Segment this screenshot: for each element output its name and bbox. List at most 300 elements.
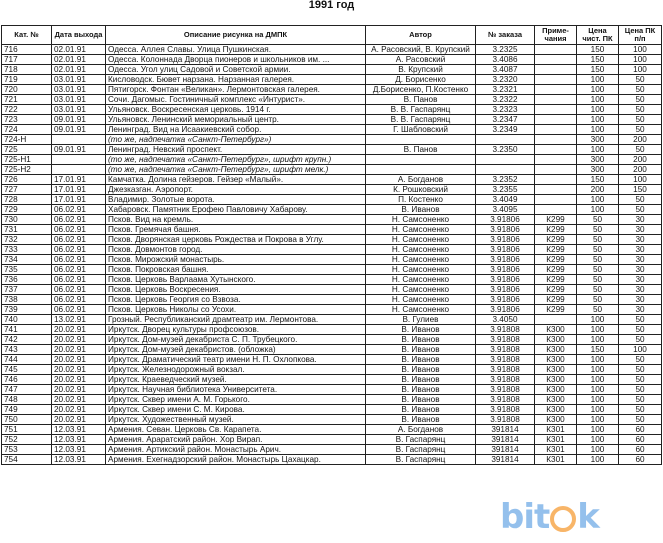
- cell-description: Псков. Мирожский монастырь.: [106, 255, 366, 265]
- cell-price-used: 50: [619, 385, 662, 395]
- cell-note: К301: [535, 435, 577, 445]
- cell-price-clean: 50: [577, 285, 619, 295]
- cell-author: В. В. Гаспарянц: [366, 115, 476, 125]
- catalog-table: [1, 25, 662, 465]
- cell-cat-num: 731: [2, 225, 52, 235]
- cell-price-used: 30: [619, 265, 662, 275]
- cell-order: 3.91808: [476, 385, 535, 395]
- table-row: [2, 145, 662, 155]
- cell-price-used: 30: [619, 225, 662, 235]
- cell-price-clean: 100: [577, 145, 619, 155]
- cell-price-clean: 200: [577, 185, 619, 195]
- cell-cat-num: 750: [2, 415, 52, 425]
- cell-price-used: 50: [619, 145, 662, 155]
- cell-cat-num: 753: [2, 445, 52, 455]
- cell-author: В. Иванов: [366, 405, 476, 415]
- cell-note: [535, 205, 577, 215]
- cell-price-clean: 100: [577, 365, 619, 375]
- cell-price-used: 200: [619, 135, 662, 145]
- cell-description: Иркутск. Дворец культуры профсоюзов.: [106, 325, 366, 335]
- table-row: [2, 445, 662, 455]
- cell-price-used: 30: [619, 255, 662, 265]
- cell-date: 06.02.91: [52, 245, 106, 255]
- cell-note: К300: [535, 345, 577, 355]
- cell-cat-num: 745: [2, 365, 52, 375]
- cell-author: [366, 155, 476, 165]
- cell-cat-num: 718: [2, 65, 52, 75]
- table-header-row: [2, 26, 662, 45]
- cell-date: [52, 155, 106, 165]
- cell-price-used: 50: [619, 405, 662, 415]
- cell-price-clean: 100: [577, 75, 619, 85]
- cell-author: Д. Борисенко: [366, 75, 476, 85]
- cell-order: 3.2320: [476, 75, 535, 85]
- table-row: [2, 265, 662, 275]
- cell-order: 3.91808: [476, 345, 535, 355]
- cell-order: 391814: [476, 455, 535, 465]
- table-body: [2, 45, 662, 465]
- header-cat-num: Кат. №: [2, 26, 52, 45]
- cell-description: Иркутск. Сквер имени С. М. Кирова.: [106, 405, 366, 415]
- table-row: [2, 175, 662, 185]
- cell-description: Псков. Церковь Георгия со Взвоза.: [106, 295, 366, 305]
- cell-note: [535, 105, 577, 115]
- header-notes: Приме-чания: [535, 26, 577, 45]
- cell-description: Иркутск. Художественный музей.: [106, 415, 366, 425]
- table-row: [2, 235, 662, 245]
- cell-cat-num: 751: [2, 425, 52, 435]
- table-row: [2, 95, 662, 105]
- cell-description: Ленинград. Невский проспект.: [106, 145, 366, 155]
- cell-price-used: 50: [619, 375, 662, 385]
- cell-date: [52, 165, 106, 175]
- cell-note: [535, 185, 577, 195]
- cell-date: 06.02.91: [52, 285, 106, 295]
- table-row: [2, 65, 662, 75]
- cell-cat-num: 724-Н: [2, 135, 52, 145]
- cell-cat-num: 739: [2, 305, 52, 315]
- cell-date: 06.02.91: [52, 305, 106, 315]
- cell-note: К301: [535, 425, 577, 435]
- cell-date: 20.02.91: [52, 395, 106, 405]
- cell-author: В. Панов: [366, 145, 476, 155]
- cell-author: В. Гулиев: [366, 315, 476, 325]
- cell-description: Армения. Араратский район. Хор Вирап.: [106, 435, 366, 445]
- cell-price-clean: 50: [577, 265, 619, 275]
- cell-note: К299: [535, 245, 577, 255]
- cell-price-used: 50: [619, 395, 662, 405]
- cell-description: Одесса. Колоннада Дворца пионеров и школьников им. ...: [106, 55, 366, 65]
- cell-price-used: 100: [619, 55, 662, 65]
- header-order: № заказа: [476, 26, 535, 45]
- cell-price-used: 100: [619, 345, 662, 355]
- cell-description: Ульяновск. Воскресенская церковь. 1914 г.: [106, 105, 366, 115]
- cell-note: [535, 315, 577, 325]
- header-date: Дата выхода: [52, 26, 106, 45]
- cell-order: 391814: [476, 425, 535, 435]
- cell-note: [535, 145, 577, 155]
- cell-note: К299: [535, 285, 577, 295]
- cell-price-clean: 100: [577, 415, 619, 425]
- cell-author: А. Расовский, В. Крупский: [366, 45, 476, 55]
- cell-date: 20.02.91: [52, 415, 106, 425]
- cell-price-used: 50: [619, 365, 662, 375]
- cell-price-used: 50: [619, 325, 662, 335]
- cell-note: К299: [535, 215, 577, 225]
- header-description: Описание рисунка на ДМПК: [106, 26, 366, 45]
- cell-cat-num: 744: [2, 355, 52, 365]
- cell-price-clean: 100: [577, 405, 619, 415]
- cell-order: 391814: [476, 445, 535, 455]
- cell-date: 20.02.91: [52, 325, 106, 335]
- cell-date: 20.02.91: [52, 335, 106, 345]
- cell-cat-num: 716: [2, 45, 52, 55]
- cell-author: К. Рошковский: [366, 185, 476, 195]
- cell-cat-num: 746: [2, 375, 52, 385]
- cell-order: 3.2355: [476, 185, 535, 195]
- cell-date: 12.03.91: [52, 455, 106, 465]
- cell-author: В. Иванов: [366, 345, 476, 355]
- header-author: Автор: [366, 26, 476, 45]
- table-row: [2, 395, 662, 405]
- cell-note: К300: [535, 395, 577, 405]
- cell-price-used: 200: [619, 155, 662, 165]
- table-row: [2, 285, 662, 295]
- cell-price-used: 100: [619, 175, 662, 185]
- cell-price-used: 50: [619, 415, 662, 425]
- cell-date: 17.01.91: [52, 185, 106, 195]
- cell-description: Псков. Гремячая башня.: [106, 225, 366, 235]
- cell-cat-num: 748: [2, 395, 52, 405]
- cell-order: 391814: [476, 435, 535, 445]
- cell-price-clean: 100: [577, 395, 619, 405]
- table-row: [2, 115, 662, 125]
- cell-author: А. Расовский: [366, 55, 476, 65]
- cell-price-clean: 150: [577, 175, 619, 185]
- cell-order: 3.4087: [476, 65, 535, 75]
- cell-date: [52, 135, 106, 145]
- cell-order: 3.91806: [476, 275, 535, 285]
- cell-date: 06.02.91: [52, 255, 106, 265]
- cell-cat-num: 738: [2, 295, 52, 305]
- cell-cat-num: 736: [2, 275, 52, 285]
- cell-date: 09.01.91: [52, 125, 106, 135]
- cell-cat-num: 725-Н1: [2, 155, 52, 165]
- cell-note: [535, 175, 577, 185]
- cell-price-used: 50: [619, 95, 662, 105]
- cell-order: 3.91806: [476, 285, 535, 295]
- cell-cat-num: 725: [2, 145, 52, 155]
- cell-price-clean: 50: [577, 275, 619, 285]
- cell-order: 3.91808: [476, 405, 535, 415]
- cell-author: В. В. Гаспарянц: [366, 105, 476, 115]
- cell-author: В. Крупский: [366, 65, 476, 75]
- cell-order: 3.4050: [476, 315, 535, 325]
- table-row: [2, 195, 662, 205]
- cell-date: 06.02.91: [52, 265, 106, 275]
- cell-author: Н. Самсоненко: [366, 255, 476, 265]
- table-row: [2, 375, 662, 385]
- table-row: [2, 415, 662, 425]
- cell-date: 17.01.91: [52, 175, 106, 185]
- table-row: [2, 135, 662, 145]
- cell-author: В. Иванов: [366, 355, 476, 365]
- cell-cat-num: 733: [2, 245, 52, 255]
- cell-price-clean: 50: [577, 255, 619, 265]
- cell-description: Ленинград. Вид на Исаакиевский собор.: [106, 125, 366, 135]
- cell-author: Н. Самсоненко: [366, 225, 476, 235]
- cell-note: [535, 55, 577, 65]
- cell-date: 20.02.91: [52, 365, 106, 375]
- cell-date: 09.01.91: [52, 145, 106, 155]
- cell-cat-num: 719: [2, 75, 52, 85]
- cell-price-clean: 100: [577, 425, 619, 435]
- table-row: [2, 275, 662, 285]
- cell-note: [535, 85, 577, 95]
- cell-price-clean: 100: [577, 195, 619, 205]
- cell-author: В. Иванов: [366, 415, 476, 425]
- cell-note: К299: [535, 295, 577, 305]
- cell-author: П. Костенко: [366, 195, 476, 205]
- cell-description: Иркутск. Железнодорожный вокзал.: [106, 365, 366, 375]
- cell-price-clean: 150: [577, 345, 619, 355]
- cell-description: Иркутск. Научная библиотека Университета.: [106, 385, 366, 395]
- cell-order: 3.2325: [476, 45, 535, 55]
- table-row: [2, 435, 662, 445]
- cell-order: 3.91806: [476, 245, 535, 255]
- cell-description: Пятигорск. Фонтан «Великан». Лермонтовская галерея.: [106, 85, 366, 95]
- cell-description: Хабаровск. Памятник Ерофею Павловичу Хабарову.: [106, 205, 366, 215]
- cell-price-clean: 100: [577, 455, 619, 465]
- cell-price-used: 30: [619, 305, 662, 315]
- cell-author: А. Богданов: [366, 425, 476, 435]
- cell-price-clean: 100: [577, 315, 619, 325]
- cell-description: Псков. Церковь Воскресения.: [106, 285, 366, 295]
- cell-order: 3.91806: [476, 215, 535, 225]
- table-row: [2, 455, 662, 465]
- cell-date: 03.01.91: [52, 105, 106, 115]
- cell-author: Д.Борисенко, П.Костенко: [366, 85, 476, 95]
- cell-price-used: 200: [619, 165, 662, 175]
- cell-order: 3.91808: [476, 365, 535, 375]
- cell-note: [535, 195, 577, 205]
- cell-price-used: 100: [619, 65, 662, 75]
- cell-description: Иркутск. Драматический театр имени Н. П. Охлопкова.: [106, 355, 366, 365]
- table-row: [2, 225, 662, 235]
- cell-note: К301: [535, 445, 577, 455]
- cell-order: [476, 155, 535, 165]
- cell-cat-num: 730: [2, 215, 52, 225]
- cell-description: Псков. Покровская башня.: [106, 265, 366, 275]
- cell-order: 3.91806: [476, 265, 535, 275]
- cell-price-used: 60: [619, 455, 662, 465]
- table-row: [2, 45, 662, 55]
- table-row: [2, 355, 662, 365]
- cell-price-clean: 50: [577, 235, 619, 245]
- cell-date: 02.01.91: [52, 65, 106, 75]
- watermark-logo: bit k: [500, 497, 599, 537]
- cell-author: В. Иванов: [366, 205, 476, 215]
- cell-date: 06.02.91: [52, 235, 106, 245]
- cell-author: В. Гаспарянц: [366, 455, 476, 465]
- cell-price-used: 30: [619, 235, 662, 245]
- cell-price-used: 150: [619, 185, 662, 195]
- table-row: [2, 295, 662, 305]
- table-row: [2, 165, 662, 175]
- cell-author: [366, 165, 476, 175]
- cell-description: Армения. Севан. Церковь Св. Карапета.: [106, 425, 366, 435]
- table-row: [2, 325, 662, 335]
- cell-cat-num: 747: [2, 385, 52, 395]
- cell-price-clean: 100: [577, 385, 619, 395]
- cell-date: 20.02.91: [52, 385, 106, 395]
- cell-cat-num: 721: [2, 95, 52, 105]
- table-row: [2, 335, 662, 345]
- cell-price-used: 60: [619, 445, 662, 455]
- cell-cat-num: 732: [2, 235, 52, 245]
- cell-price-clean: 100: [577, 125, 619, 135]
- cell-description: Армения. Ехегнадзорский район. Монастырь Цахацкар.: [106, 455, 366, 465]
- cell-cat-num: 723: [2, 115, 52, 125]
- cell-date: 06.02.91: [52, 275, 106, 285]
- cell-order: [476, 165, 535, 175]
- cell-note: К299: [535, 265, 577, 275]
- cell-note: К299: [535, 275, 577, 285]
- table-row: [2, 185, 662, 195]
- cell-price-used: 30: [619, 275, 662, 285]
- cell-description: (то же, надпечатка «Санкт-Петербург»): [106, 135, 366, 145]
- page-title: 1991 год: [308, 0, 355, 11]
- cell-note: К300: [535, 355, 577, 365]
- cell-price-clean: 100: [577, 435, 619, 445]
- cell-description: Псков. Дворянская церковь Рождества и Покрова в Углу.: [106, 235, 366, 245]
- cell-note: К300: [535, 375, 577, 385]
- cell-note: К299: [535, 255, 577, 265]
- header-price-clean: Цена чист. ПК: [577, 26, 619, 45]
- cell-price-clean: 100: [577, 355, 619, 365]
- cell-description: Владимир. Золотые ворота.: [106, 195, 366, 205]
- cell-cat-num: 735: [2, 265, 52, 275]
- cell-note: [535, 115, 577, 125]
- cell-price-clean: 150: [577, 45, 619, 55]
- cell-price-clean: 100: [577, 375, 619, 385]
- cell-order: 3.91806: [476, 305, 535, 315]
- cell-description: Одесса. Аллея Славы. Улица Пушкинская.: [106, 45, 366, 55]
- cell-price-clean: 100: [577, 205, 619, 215]
- cell-note: К300: [535, 365, 577, 375]
- cell-author: В. Иванов: [366, 375, 476, 385]
- cell-order: 3.91808: [476, 335, 535, 345]
- cell-price-clean: 300: [577, 135, 619, 145]
- cell-price-clean: 100: [577, 445, 619, 455]
- cell-description: Джезказган. Аэропорт.: [106, 185, 366, 195]
- cell-price-clean: 50: [577, 295, 619, 305]
- cell-description: Камчатка. Долина гейзеров. Гейзер «Малый».: [106, 175, 366, 185]
- cell-price-clean: 50: [577, 305, 619, 315]
- table-row: [2, 405, 662, 415]
- cell-note: [535, 135, 577, 145]
- cell-price-used: 50: [619, 115, 662, 125]
- cell-description: Одесса. Угол улиц Садовой и Советской армии.: [106, 65, 366, 75]
- table-row: [2, 75, 662, 85]
- cell-author: Н. Самсоненко: [366, 285, 476, 295]
- table-row: [2, 425, 662, 435]
- cell-note: [535, 95, 577, 105]
- cell-cat-num: 734: [2, 255, 52, 265]
- table-row: [2, 105, 662, 115]
- cell-order: 3.91808: [476, 395, 535, 405]
- cell-cat-num: 727: [2, 185, 52, 195]
- cell-note: К300: [535, 415, 577, 425]
- cell-date: 03.01.91: [52, 85, 106, 95]
- table-row: [2, 305, 662, 315]
- cell-price-clean: 100: [577, 105, 619, 115]
- cell-price-clean: 150: [577, 65, 619, 75]
- cell-cat-num: 720: [2, 85, 52, 95]
- cell-date: 02.01.91: [52, 45, 106, 55]
- cell-price-used: 30: [619, 285, 662, 295]
- cell-order: 3.2321: [476, 85, 535, 95]
- cell-note: [535, 155, 577, 165]
- cell-cat-num: 726: [2, 175, 52, 185]
- cell-note: [535, 125, 577, 135]
- cell-author: В. Иванов: [366, 395, 476, 405]
- cell-author: А. Богданов: [366, 175, 476, 185]
- cell-price-clean: 50: [577, 225, 619, 235]
- cell-order: 3.91806: [476, 255, 535, 265]
- cell-cat-num: 743: [2, 345, 52, 355]
- cell-price-used: 100: [619, 45, 662, 55]
- cell-note: К300: [535, 405, 577, 415]
- cell-description: Псков. Церковь Николы со Усохи.: [106, 305, 366, 315]
- table-row: [2, 385, 662, 395]
- table-row: [2, 205, 662, 215]
- cell-description: Ульяновск. Ленинский мемориальный центр.: [106, 115, 366, 125]
- cell-description: Сочи. Дагомыс. Гостиничный комплекс «Интурист».: [106, 95, 366, 105]
- cell-author: Н. Самсоненко: [366, 215, 476, 225]
- cell-price-used: 50: [619, 315, 662, 325]
- table-row: [2, 245, 662, 255]
- cell-author: Н. Самсоненко: [366, 235, 476, 245]
- cell-description: Псков. Вид на кремль.: [106, 215, 366, 225]
- cell-cat-num: 728: [2, 195, 52, 205]
- cell-order: 3.91806: [476, 295, 535, 305]
- cell-description: Грозный. Республиканский драмтеатр им. Лермонтова.: [106, 315, 366, 325]
- table-row: [2, 345, 662, 355]
- cell-description: (то же, надпечатка «Санкт-Петербург», шрифт крупн.): [106, 155, 366, 165]
- cell-order: 3.2352: [476, 175, 535, 185]
- table-row: [2, 255, 662, 265]
- cell-date: 06.02.91: [52, 225, 106, 235]
- table-row: [2, 215, 662, 225]
- cell-date: 03.01.91: [52, 75, 106, 85]
- cell-date: 06.02.91: [52, 205, 106, 215]
- cell-note: К300: [535, 325, 577, 335]
- cell-description: Армения. Артикский район. Монастырь Арич.: [106, 445, 366, 455]
- cell-order: 3.4086: [476, 55, 535, 65]
- cell-date: 06.02.91: [52, 295, 106, 305]
- cell-price-used: 60: [619, 435, 662, 445]
- cell-date: 09.01.91: [52, 115, 106, 125]
- cell-author: В. Гаспарянц: [366, 445, 476, 455]
- cell-author: Н. Самсоненко: [366, 295, 476, 305]
- cell-order: 3.2349: [476, 125, 535, 135]
- cell-price-clean: 100: [577, 95, 619, 105]
- cell-description: Иркутск. Краеведческий музей.: [106, 375, 366, 385]
- cell-price-clean: 100: [577, 335, 619, 345]
- cell-price-clean: 300: [577, 165, 619, 175]
- cell-price-clean: 50: [577, 245, 619, 255]
